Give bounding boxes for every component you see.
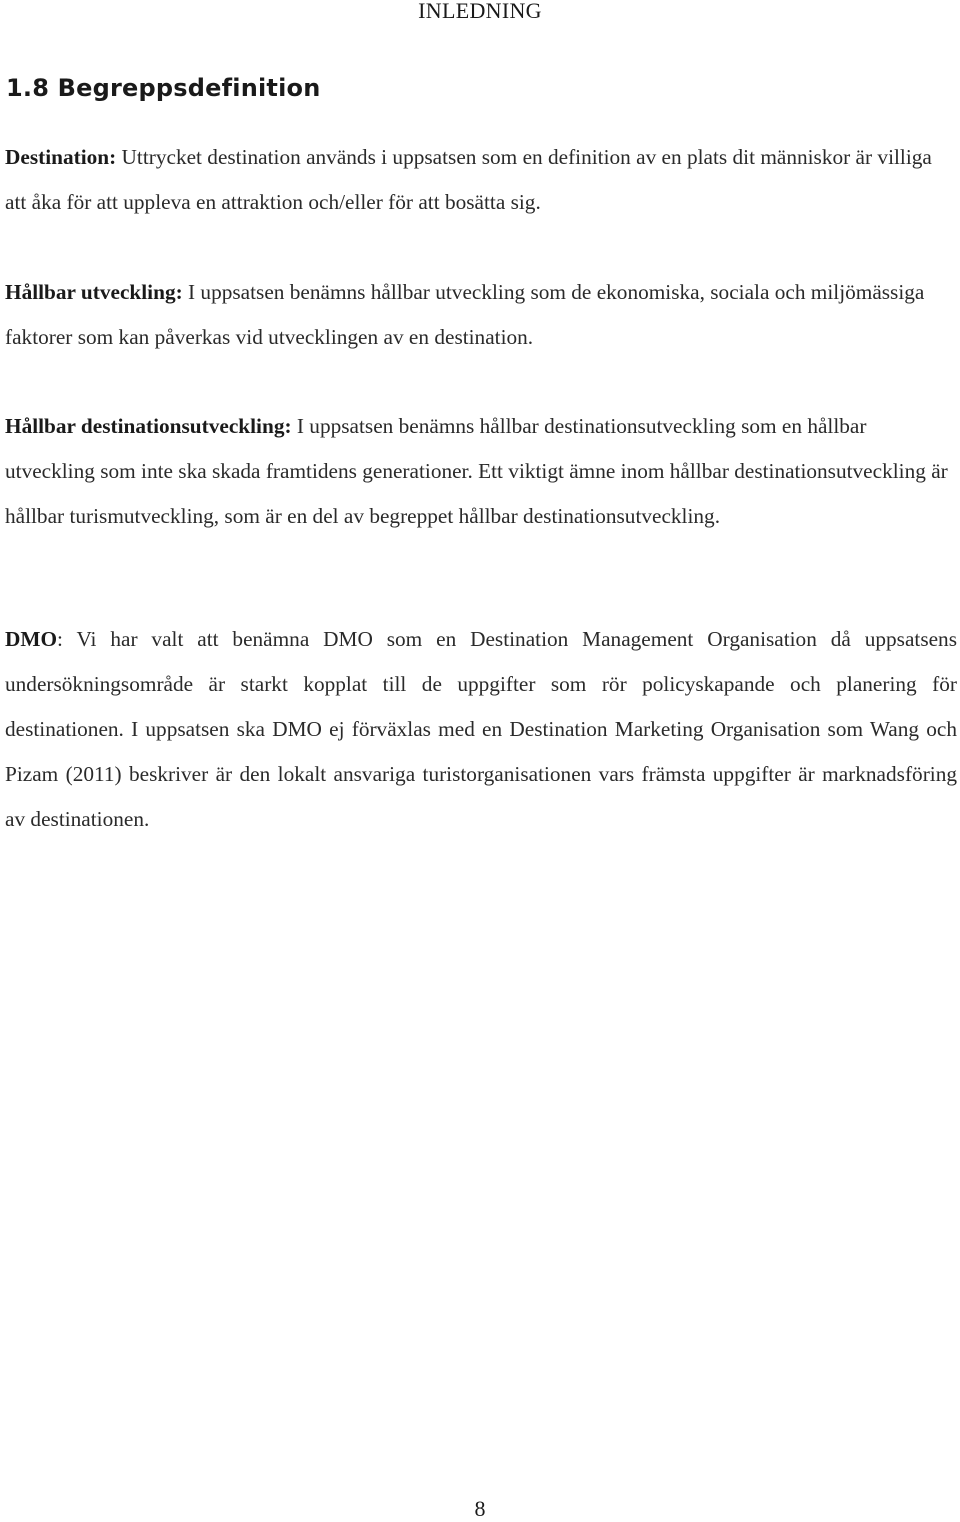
definition-destination <box>5 135 957 225</box>
definition-text: I uppsatsen benämns hållbar destinationsutveckling som en hållbar utveckling som inte ska skada framtidens generationer. Ett viktigt ämne inom hållbar destinationsutveckling är hållbar turismutveckling, som är en del av begreppet hållbar destinationsutveckling. <box>5 414 948 528</box>
definition-term: Hållbar utveckling: <box>5 280 183 304</box>
definition-text: : Vi har valt att benämna DMO som en Destination Management Organisation då uppsatsens undersökningsområde är starkt kopplat till de uppgifter som rör policyskapande och planering för destinationen. I uppsatsen ska DMO ej förväxlas med en Destination Marketing Organisation som Wang och Pizam (2011) beskriver är den lokalt ansvariga turistorganisationen vars främsta uppgifter är marknadsföring av destinationen. <box>5 627 957 831</box>
definition-hallbar-destinationsutveckling <box>5 404 957 539</box>
definition-term: Destination: <box>5 145 117 169</box>
definition-term: DMO <box>5 627 58 651</box>
definition-hallbar-utveckling <box>5 270 957 360</box>
running-header: INLEDNING <box>418 0 542 23</box>
definition-text: I uppsatsen benämns hållbar utveckling som de ekonomiska, sociala och miljömässiga faktorer som kan påverkas vid utvecklingen av en destination. <box>5 280 925 349</box>
section-heading: 1.8 Begreppsdefinition <box>6 74 321 102</box>
definition-text: Uttrycket destination används i uppsatsen som en definition av en plats dit människor är villiga att åka för att uppleva en attraktion och/eller för att bosätta sig. <box>5 145 932 214</box>
definition-dmo <box>5 617 957 842</box>
definition-term: Hållbar destinationsutveckling: <box>5 414 292 438</box>
page-number: 8 <box>474 1496 486 1521</box>
